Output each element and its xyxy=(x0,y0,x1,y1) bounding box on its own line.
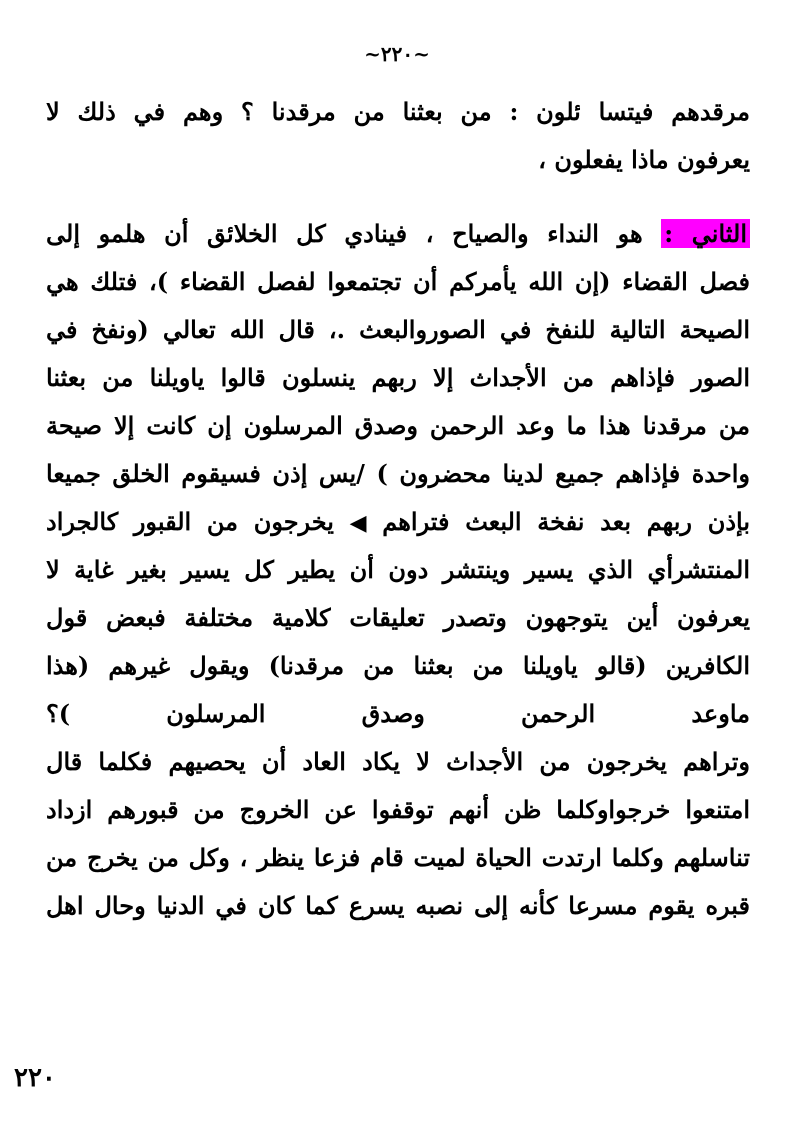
text-line: الكافرين (قالو ياويلنا من بعثنا من مرقدنا) ويقول غيرهم (هذا xyxy=(46,651,750,680)
text-line: فصل القضاء (إن الله يأمركم أن تجتمعوا لفصل القضاء )، فتلك هي xyxy=(46,267,750,296)
text-line xyxy=(46,210,750,258)
text-line: مرقدهم فيتسا ئلون : من بعثنا من مرقدنا ؟ وهم في ذلك لا xyxy=(46,97,750,126)
text-line: يعرفون أين يتوجهون وتصدر تعليقات كلامية مختلفة فبعض قول xyxy=(46,603,750,632)
text-line xyxy=(46,498,750,546)
paragraph-gap xyxy=(46,184,750,210)
text-line: المنتشرأي الذي يسير وينتشر دون أن يطير كل يسير بغير غاية لا xyxy=(46,555,750,584)
page-body xyxy=(46,88,750,930)
text-segment: بإذن ربهم بعد نفخة البعث فتراهم xyxy=(366,507,750,536)
text-line: يعرفون ماذا يفعلون ، xyxy=(538,145,750,174)
text-line: امتنعوا خرجواوكلما ظن أنهم توقفوا عن الخروج من قبورهم ازداد xyxy=(46,795,750,824)
text-line: واحدة فإذاهم جميع لدينا محضرون ) /يس إذن فسيقوم الخلق جميعا xyxy=(46,459,750,488)
page-number: ٢٢٠ xyxy=(14,1063,56,1093)
text-line: وتراهم يخرجون من الأجداث لا يكاد العاد أن يحصيهم فكلما قال xyxy=(46,747,750,776)
text-line: تناسلهم وكلما ارتدت الحياة لميت قام فزعا ينظر ، وكل من يخرج من xyxy=(46,843,750,872)
page-header-marker: ~٢٢٠~ xyxy=(364,42,430,66)
highlighted-label: الثاني : xyxy=(661,219,750,248)
text-line: ماوعد الرحمن وصدق المرسلون )؟ xyxy=(46,699,750,728)
text-line: من مرقدنا هذا ما وعد الرحمن وصدق المرسلون إن كانت إلا صيحة xyxy=(46,411,750,440)
text-line: الصيحة التالية للنفخ في الصوروالبعث .، قال الله تعالي (ونفخ في xyxy=(46,315,750,344)
text-segment: يخرجون من القبور كالجراد xyxy=(46,507,350,536)
text-line: قبره يقوم مسرعا كأنه إلى نصبه يسرع كما كان في الدنيا وحال اهل xyxy=(46,891,750,920)
text-line: الصور فإذاهم من الأجداث إلا ربهم ينسلون قالوا ياويلنا من بعثنا xyxy=(46,363,750,392)
left-arrow-icon: ◀ xyxy=(349,510,367,536)
text-segment: هو النداء والصياح ، فينادي كل الخلائق أن هلمو إلى xyxy=(46,219,662,248)
